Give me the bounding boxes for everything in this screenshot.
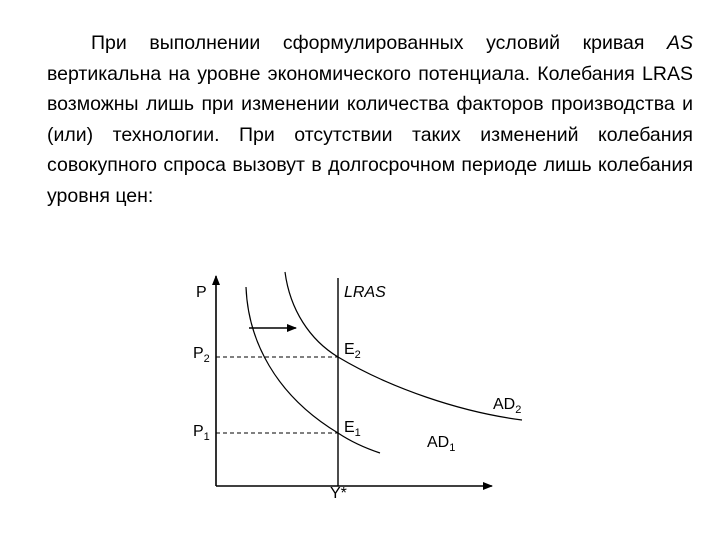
- y-axis-label: P: [196, 284, 207, 301]
- e2-label: $E_2$: [344, 341, 361, 361]
- paragraph-line1: При выполнении сформулированных условий кривая: [91, 32, 645, 54]
- e1-label: $E_1$: [344, 419, 361, 439]
- ad2-label: $AD_2$: [493, 396, 522, 416]
- paragraph-rest: вертикальна на уровне экономического потенциала. Колебания LRAS возможны лишь при изменении количества факторов производства и (или) технологии. При отсутствии таких изменений колебания совокупного спроса вызовут в долгосрочном периоде лишь колебания уровня цен:: [47, 62, 693, 207]
- as-term: AS: [666, 32, 693, 54]
- p2-label: $P_2$: [193, 345, 210, 365]
- ad2-curve: [285, 272, 522, 420]
- ad1-label: $AD_1$: [427, 434, 456, 454]
- lras-label: LRAS: [344, 284, 386, 301]
- p1-label: $P_1$: [193, 423, 210, 443]
- y-star-label: Y*: [330, 485, 347, 502]
